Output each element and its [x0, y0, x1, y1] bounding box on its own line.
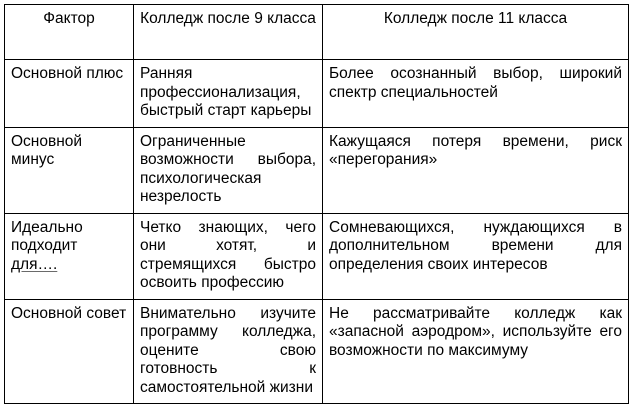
after-11-cell: Не рассматривайте колледж как «запасной аэродром», используйте его возможности по максимуму — [323, 299, 629, 404]
table-row — [5, 299, 629, 404]
after-11-cell: Более осознанный выбор, широкий спектр специальностей — [323, 60, 629, 128]
after-9-cell: Ограниченные возможности выбора, психологическая незрелость — [134, 127, 323, 213]
factor-cell: Основной совет — [5, 299, 134, 404]
table-row — [5, 60, 629, 128]
factor-label: Идеально подходит — [11, 218, 83, 254]
header-after-9: Колледж после 9 класса — [134, 5, 323, 60]
after-9-cell: Четко знающих, чего они хотят, и стремящихся быстро освоить профессию — [134, 213, 323, 299]
after-9-cell: Внимательно изучите программу колледжа, оцените свою готовность к самостоятельной жизни — [134, 299, 323, 404]
after-11-cell: Сомневающихся, нуждающихся в дополнительном времени для определения своих интересов — [323, 213, 629, 299]
comparison-table — [4, 4, 629, 404]
table-row — [5, 127, 629, 213]
factor-cell — [5, 213, 134, 299]
header-after-11: Колледж после 11 класса — [323, 5, 629, 60]
factor-cell: Основной плюс — [5, 60, 134, 128]
factor-label-underlined: для…. — [11, 255, 58, 273]
header-factor: Фактор — [5, 5, 134, 60]
after-11-cell: Кажущаяся потеря времени, риск «перегорания» — [323, 127, 629, 213]
table-row — [5, 213, 629, 299]
table-header-row — [5, 5, 629, 60]
factor-cell: Основной минус — [5, 127, 134, 213]
after-9-cell: Ранняя профессионализация, быстрый старт карьеры — [134, 60, 323, 128]
